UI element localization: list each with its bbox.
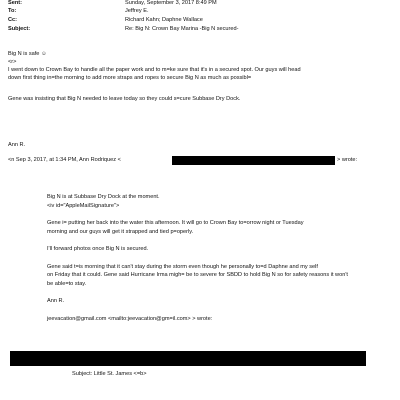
quote-line-5: I'll forward photos once Big N is secured.: [47, 246, 149, 252]
quote-line-2: <iv id="AppleMailSignature">: [47, 203, 120, 209]
cc-value: Richard Kahn; Daphne Wallace: [125, 17, 203, 23]
quote-line-6: Gene said t=is morning that it can't stay during the storm even though he personally to=d Daphne and my self: [47, 264, 318, 270]
reply-signature: Ann R.: [8, 142, 26, 148]
sent-value: Sunday, September 3, 2017 8:49 PM: [125, 0, 217, 6]
quote-email-line: jeevacation@gmail.com <mailto:jeevacation@gm=il.com> > wrote:: [47, 316, 213, 322]
reply-line-2: <r>: [8, 59, 17, 65]
quote-line-7: on Friday that it could. Gene said Hurricane Irma migh= be to severe for SBDD to hold Big N so for safety reasons it won't: [47, 272, 348, 278]
reply-line-4: down first thing in=the morning to add more straps and ropes to secure Big N as much as possibl=: [8, 75, 252, 81]
quote-intro-end: > wrote:: [337, 157, 358, 163]
redaction-bar-large: [10, 351, 366, 366]
redaction-bar: [172, 156, 335, 165]
quote-signature: Ann R.: [47, 298, 65, 304]
reply-line-3: I went down to Crown Bay to handle all the paper work and to m=ke sure that it's in a secured spot. Our guys will head: [8, 67, 301, 73]
subject-label: Subject:: [8, 26, 31, 32]
cc-label: Cc:: [8, 17, 18, 23]
sent-label: Sent:: [8, 0, 22, 6]
quote-line-3: Gene i= putting her back into the water this afternoon. It will go to Crown Bay to=orrow night or Tuesday: [47, 220, 304, 226]
to-value: Jeffrey E.: [125, 8, 149, 14]
quote-intro-start: <n Sep 3, 2017, at 1:34 PM, Ann Rodriquez <: [8, 157, 121, 163]
quote-line-8: be able=to stay.: [47, 281, 87, 287]
reply-line-5: Gene was insisting that Big N needed to leave today so they could s=cure Subbase Dry Dock.: [8, 96, 241, 102]
quote-line-4: morning and our guys will get it strapped and tied p=operly.: [47, 229, 194, 235]
subject-value: Re: Big N: Crown Bay Marina -Big N secured-: [125, 26, 239, 32]
footer-subject-line: Subject: Little St. James <=b>: [72, 371, 147, 377]
reply-line-1: Big N is safe ☺: [8, 51, 47, 57]
quote-line-1: Big N is at Subbase Dry Dock at the moment.: [47, 194, 160, 200]
to-label: To:: [8, 8, 17, 14]
